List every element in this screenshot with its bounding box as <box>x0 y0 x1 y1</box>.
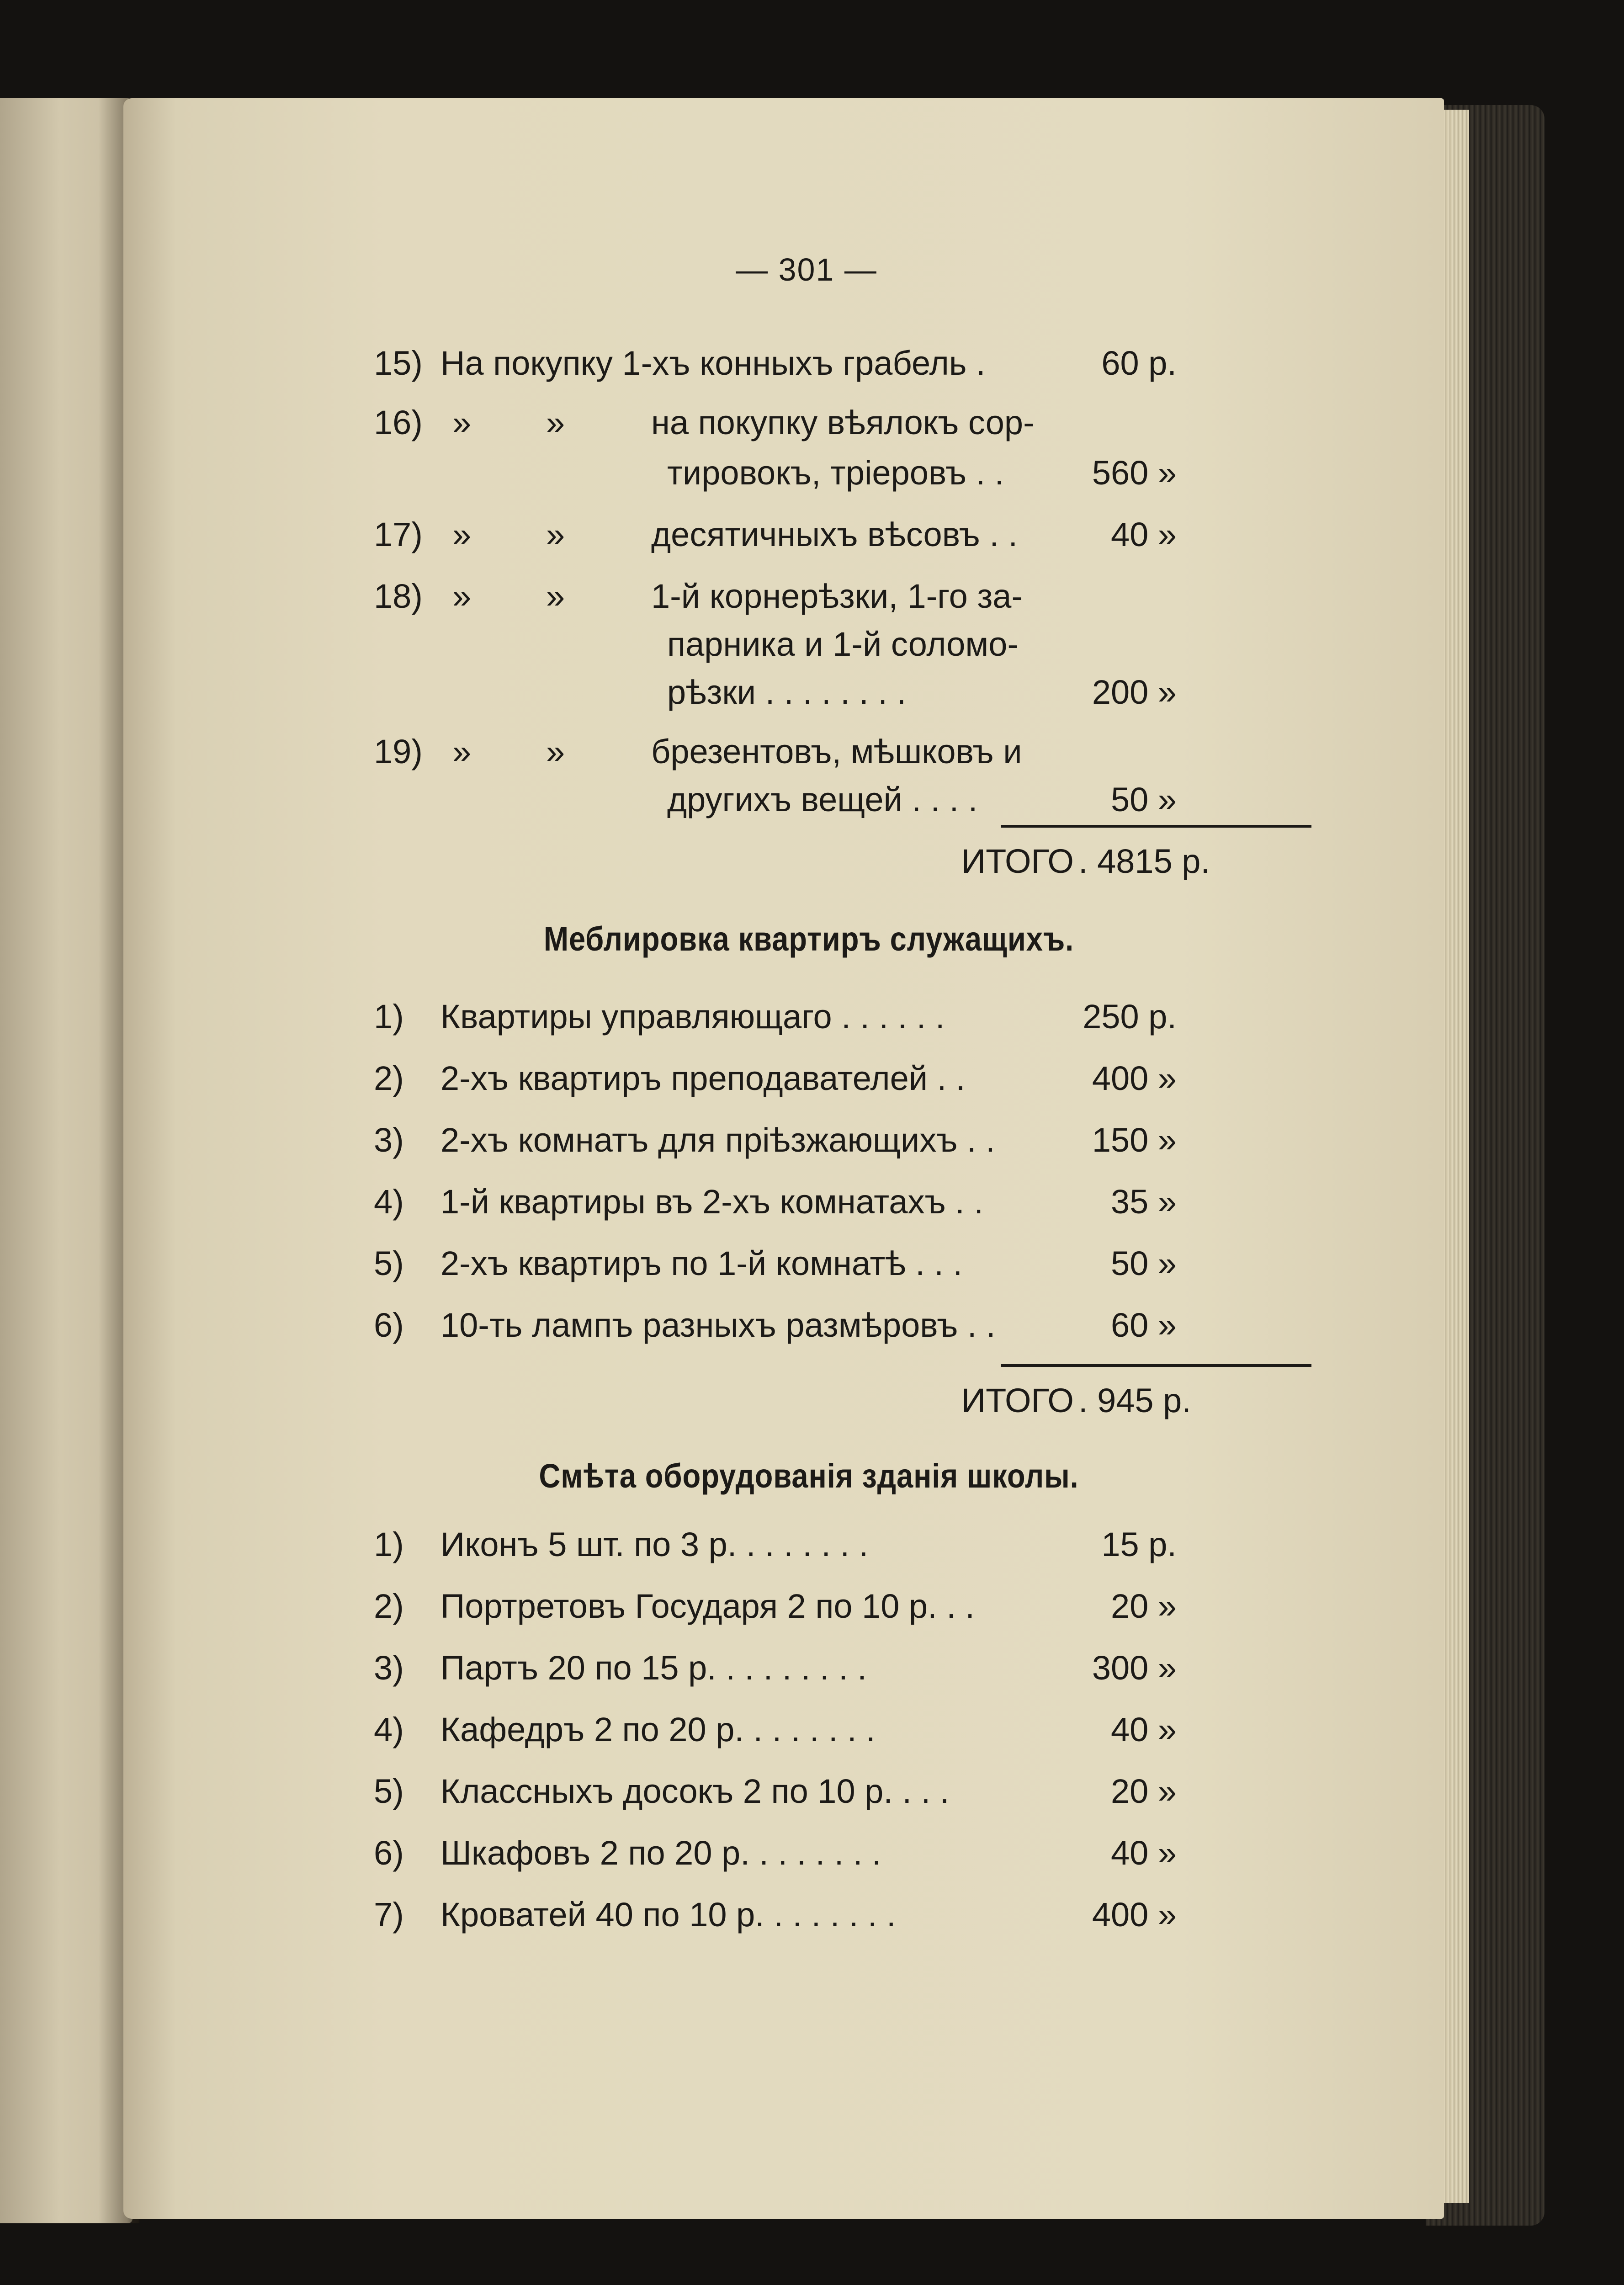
list-item <box>123 1302 1444 1348</box>
item-number: 19) <box>374 733 423 771</box>
ditto-mark: » <box>452 577 472 615</box>
item-amount: 560 » <box>1092 454 1177 492</box>
item-text: на покупку вѣялокъ сор- <box>651 404 1035 441</box>
list-item <box>123 1830 1444 1876</box>
ditto-mark: » <box>452 733 472 771</box>
item-amount: 40 » <box>1110 1834 1177 1872</box>
item-text: 2-хъ комнатъ для пріѣзжающихъ . . <box>440 1121 995 1159</box>
item-number: 6) <box>374 1834 404 1872</box>
total-amount: . 4815 р. <box>1078 842 1210 880</box>
list-item <box>123 340 1444 386</box>
item-text: Классныхъ досокъ 2 по 10 р. . . . <box>440 1772 950 1810</box>
item-text: Портретовъ Государя 2 по 10 р. . . <box>440 1587 975 1625</box>
item-text: десятичныхъ вѣсовъ . . <box>651 515 1018 553</box>
item-number: 4) <box>374 1183 404 1221</box>
item-text: брезентовъ, мѣшковъ и <box>651 733 1022 771</box>
list-item <box>123 400 1444 446</box>
item-number: 15) <box>374 344 423 382</box>
ditto-mark: » <box>546 733 565 771</box>
item-text: 1-й корнерѣзки, 1-го за- <box>651 577 1023 615</box>
item-amount: 35 » <box>1110 1183 1177 1221</box>
item-amount: 150 » <box>1092 1121 1177 1159</box>
item-number: 6) <box>374 1306 404 1344</box>
list-item <box>123 512 1444 558</box>
item-amount: 50 » <box>1110 1244 1177 1282</box>
list-item <box>123 1584 1444 1629</box>
item-text: 2-хъ квартиръ по 1-й комнатѣ . . . <box>440 1244 963 1282</box>
total-amount: . 945 р. <box>1078 1382 1191 1419</box>
item-amount: 200 » <box>1092 673 1177 711</box>
total-rule <box>1001 1364 1311 1367</box>
item-number: 2) <box>374 1059 404 1097</box>
item-text: Кафедръ 2 по 20 р. . . . . . . . <box>440 1711 876 1748</box>
section-heading: Смѣта оборудованія зданія школы. <box>539 1457 1079 1495</box>
ditto-mark: » <box>546 577 565 615</box>
item-number: 4) <box>374 1711 404 1748</box>
total-label: ИТОГО <box>961 842 1074 880</box>
item-amount: 20 » <box>1110 1772 1177 1810</box>
list-item <box>123 1645 1444 1691</box>
item-number: 2) <box>374 1587 404 1625</box>
item-text: Партъ 20 по 15 р. . . . . . . . . <box>440 1649 867 1687</box>
section-total <box>123 839 1444 884</box>
item-amount: 300 » <box>1092 1649 1177 1687</box>
item-number: 5) <box>374 1244 404 1282</box>
item-number: 16) <box>374 404 423 441</box>
item-number: 18) <box>374 577 423 615</box>
ditto-mark: » <box>452 515 472 553</box>
item-number: 3) <box>374 1121 404 1159</box>
item-text: 10-ть лампъ разныхъ размѣровъ . . <box>440 1306 996 1344</box>
list-item <box>123 1241 1444 1286</box>
item-amount: 40 » <box>1110 515 1177 553</box>
item-number: 7) <box>374 1896 404 1934</box>
list-item-continuation <box>123 777 1444 823</box>
item-text: 2-хъ квартиръ преподавателей . . <box>440 1059 966 1097</box>
item-number: 1) <box>374 1525 404 1563</box>
list-item <box>123 994 1444 1040</box>
item-amount: 60 р. <box>1101 344 1177 382</box>
item-amount: 40 » <box>1110 1711 1177 1748</box>
ditto-mark: » <box>546 404 565 441</box>
list-item <box>123 1769 1444 1814</box>
item-text: Кроватей 40 по 10 р. . . . . . . . <box>440 1896 896 1934</box>
item-text: Шкафовъ 2 по 20 р. . . . . . . . <box>440 1834 881 1872</box>
item-text: тировокъ, тріеровъ . . <box>667 454 1004 492</box>
item-number: 3) <box>374 1649 404 1687</box>
list-item-continuation <box>123 670 1444 715</box>
list-item <box>123 1522 1444 1568</box>
list-item-continuation <box>123 622 1444 667</box>
list-item <box>123 1707 1444 1753</box>
item-text: Иконъ 5 шт. по 3 р. . . . . . . . <box>440 1525 869 1563</box>
item-number: 5) <box>374 1772 404 1810</box>
list-item <box>123 729 1444 775</box>
list-item <box>123 1179 1444 1225</box>
list-item <box>123 1117 1444 1163</box>
item-amount: 250 р. <box>1083 998 1177 1036</box>
item-text: рѣзки . . . . . . . . <box>667 673 907 711</box>
item-amount: 15 р. <box>1101 1525 1177 1563</box>
item-amount: 60 » <box>1110 1306 1177 1344</box>
item-text: другихъ вещей . . . . <box>667 781 978 818</box>
item-number: 1) <box>374 998 404 1036</box>
ditto-mark: » <box>546 515 565 553</box>
item-amount: 400 » <box>1092 1896 1177 1934</box>
item-number: 17) <box>374 515 423 553</box>
page-number: — 301 — <box>736 252 877 287</box>
ditto-mark: » <box>452 404 472 441</box>
list-item <box>123 1892 1444 1938</box>
section-total <box>123 1378 1444 1424</box>
total-label: ИТОГО <box>961 1382 1074 1419</box>
section-heading: Меблировка квартиръ служащихъ. <box>543 920 1074 958</box>
item-amount: 20 » <box>1110 1587 1177 1625</box>
item-text: 1-й квартиры въ 2-хъ комнатахъ . . <box>440 1183 983 1221</box>
list-item <box>123 574 1444 619</box>
book-page <box>123 98 1444 2219</box>
list-item <box>123 1056 1444 1101</box>
item-amount: 400 » <box>1092 1059 1177 1097</box>
item-text: Квартиры управляющаго . . . . . . <box>440 998 945 1036</box>
item-text: парника и 1-й соломо- <box>667 625 1019 663</box>
list-item-continuation <box>123 450 1444 496</box>
total-rule <box>1001 825 1311 828</box>
item-text: На покупку 1-хъ конныхъ грабель . <box>440 344 986 382</box>
item-amount: 50 » <box>1110 781 1177 818</box>
